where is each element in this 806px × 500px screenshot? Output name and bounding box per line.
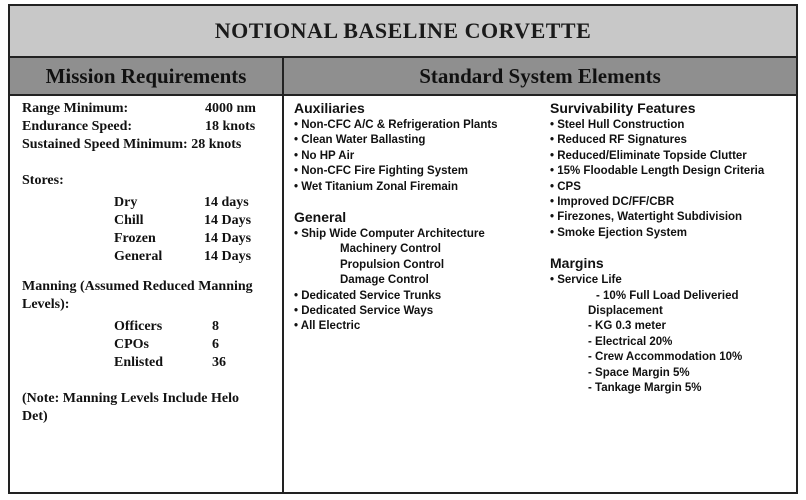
standard-system-elements-header: Standard System Elements	[419, 63, 661, 88]
margins-item: • Service Life	[550, 274, 622, 287]
survivability-item: • Smoke Ejection System	[550, 226, 687, 239]
margins-title: Margins	[550, 255, 604, 272]
general-item: • Dedicated Service Trunks	[294, 289, 442, 302]
slide-frame	[8, 4, 798, 494]
manning-label-row	[22, 278, 274, 296]
sustained-speed-row	[22, 136, 274, 154]
margins-subitem: - Space Margin 5%	[588, 366, 690, 379]
sustained-speed-text: Sustained Speed Minimum: 28 knots	[22, 137, 242, 152]
stores-row	[22, 172, 274, 190]
store-item	[22, 248, 274, 266]
store-name: General	[114, 249, 163, 264]
general-item: • Ship Wide Computer Architecture	[294, 228, 485, 241]
survivability-item: • Reduced/Eliminate Topside Clutter	[550, 149, 747, 162]
store-value: 14 Days	[204, 213, 252, 228]
manning-note: (Note: Manning Levels Include Helo	[22, 391, 239, 406]
range-row	[22, 100, 274, 118]
general-item: • Dedicated Service Ways	[294, 305, 434, 318]
store-name: Dry	[114, 195, 138, 210]
manning-role: Officers	[114, 319, 163, 334]
survivability-item: • Firezones, Watertight Subdivision	[550, 211, 743, 224]
manning-role: CPOs	[114, 337, 149, 352]
margins-subitem: - KG 0.3 meter	[588, 320, 666, 333]
general-subitem: Machinery Control	[340, 243, 441, 256]
manning-label-row-2	[22, 296, 274, 314]
column-divider	[282, 58, 284, 492]
manning-item	[22, 336, 274, 354]
store-value: 14 days	[204, 195, 249, 210]
store-name: Chill	[114, 213, 144, 228]
title-bar	[10, 6, 796, 58]
margins-subitem: - Electrical 20%	[588, 335, 673, 348]
mission-requirements-section	[22, 100, 274, 426]
mission-requirements-header: Mission Requirements	[45, 63, 247, 88]
survivability-item: • 15% Floodable Length Design Criteria	[550, 165, 765, 178]
store-name: Frozen	[114, 231, 156, 246]
store-item	[22, 194, 274, 212]
store-item	[22, 212, 274, 230]
survivability-item: • Steel Hull Construction	[550, 119, 685, 131]
margins-subitem: - Tankage Margin 5%	[588, 382, 702, 395]
manning-note-continued: Det)	[22, 409, 48, 424]
manning-role: Enlisted	[114, 355, 164, 370]
auxiliaries-title: Auxiliaries	[294, 100, 365, 116]
auxiliaries-item: • No HP Air	[294, 149, 355, 162]
range-value: 4000 nm	[205, 101, 256, 116]
manning-count: 36	[212, 355, 226, 370]
margins-subitem: - 10% Full Load Deliveried	[596, 289, 739, 302]
margins-subitem: - Crew Accommodation 10%	[588, 351, 743, 364]
manning-item	[22, 318, 274, 336]
endurance-value: 18 knots	[205, 119, 256, 134]
manning-count: 6	[212, 337, 219, 352]
manning-item	[22, 354, 274, 372]
range-label: Range Minimum:	[22, 101, 129, 116]
auxiliaries-item: • Wet Titanium Zonal Firemain	[294, 180, 458, 193]
general-title: General	[294, 209, 347, 226]
survivability-item: • Improved DC/FF/CBR	[550, 196, 675, 209]
manning-label: Manning (Assumed Reduced Manning	[22, 279, 253, 294]
general-subitem: Damage Control	[340, 274, 429, 287]
note-row	[22, 390, 274, 408]
manning-count: 8	[212, 319, 219, 334]
general-item: • All Electric	[294, 320, 361, 333]
page-title: NOTIONAL BASELINE CORVETTE	[214, 18, 592, 43]
endurance-label: Endurance Speed:	[22, 119, 133, 134]
manning-label-continued: Levels):	[22, 297, 70, 312]
note-row-2	[22, 408, 274, 426]
store-value: 14 Days	[204, 231, 252, 246]
survivability-item: • Reduced RF Signatures	[550, 134, 687, 147]
store-item	[22, 230, 274, 248]
auxiliaries-general-column	[294, 100, 544, 335]
header-row	[10, 58, 796, 96]
survivability-item: • CPS	[550, 180, 581, 193]
endurance-row	[22, 118, 274, 136]
survivability-title: Survivability Features	[550, 100, 696, 116]
auxiliaries-item: • Non-CFC Fire Fighting System	[294, 165, 468, 178]
survivability-margins-column	[550, 100, 800, 397]
general-subitem: Propulsion Control	[340, 258, 445, 271]
stores-label: Stores:	[22, 173, 64, 188]
margins-subitem: Displacement	[588, 305, 663, 318]
auxiliaries-item: • Clean Water Ballasting	[294, 134, 426, 147]
store-value: 14 Days	[204, 249, 252, 264]
auxiliaries-item: • Non-CFC A/C & Refrigeration Plants	[294, 119, 498, 131]
